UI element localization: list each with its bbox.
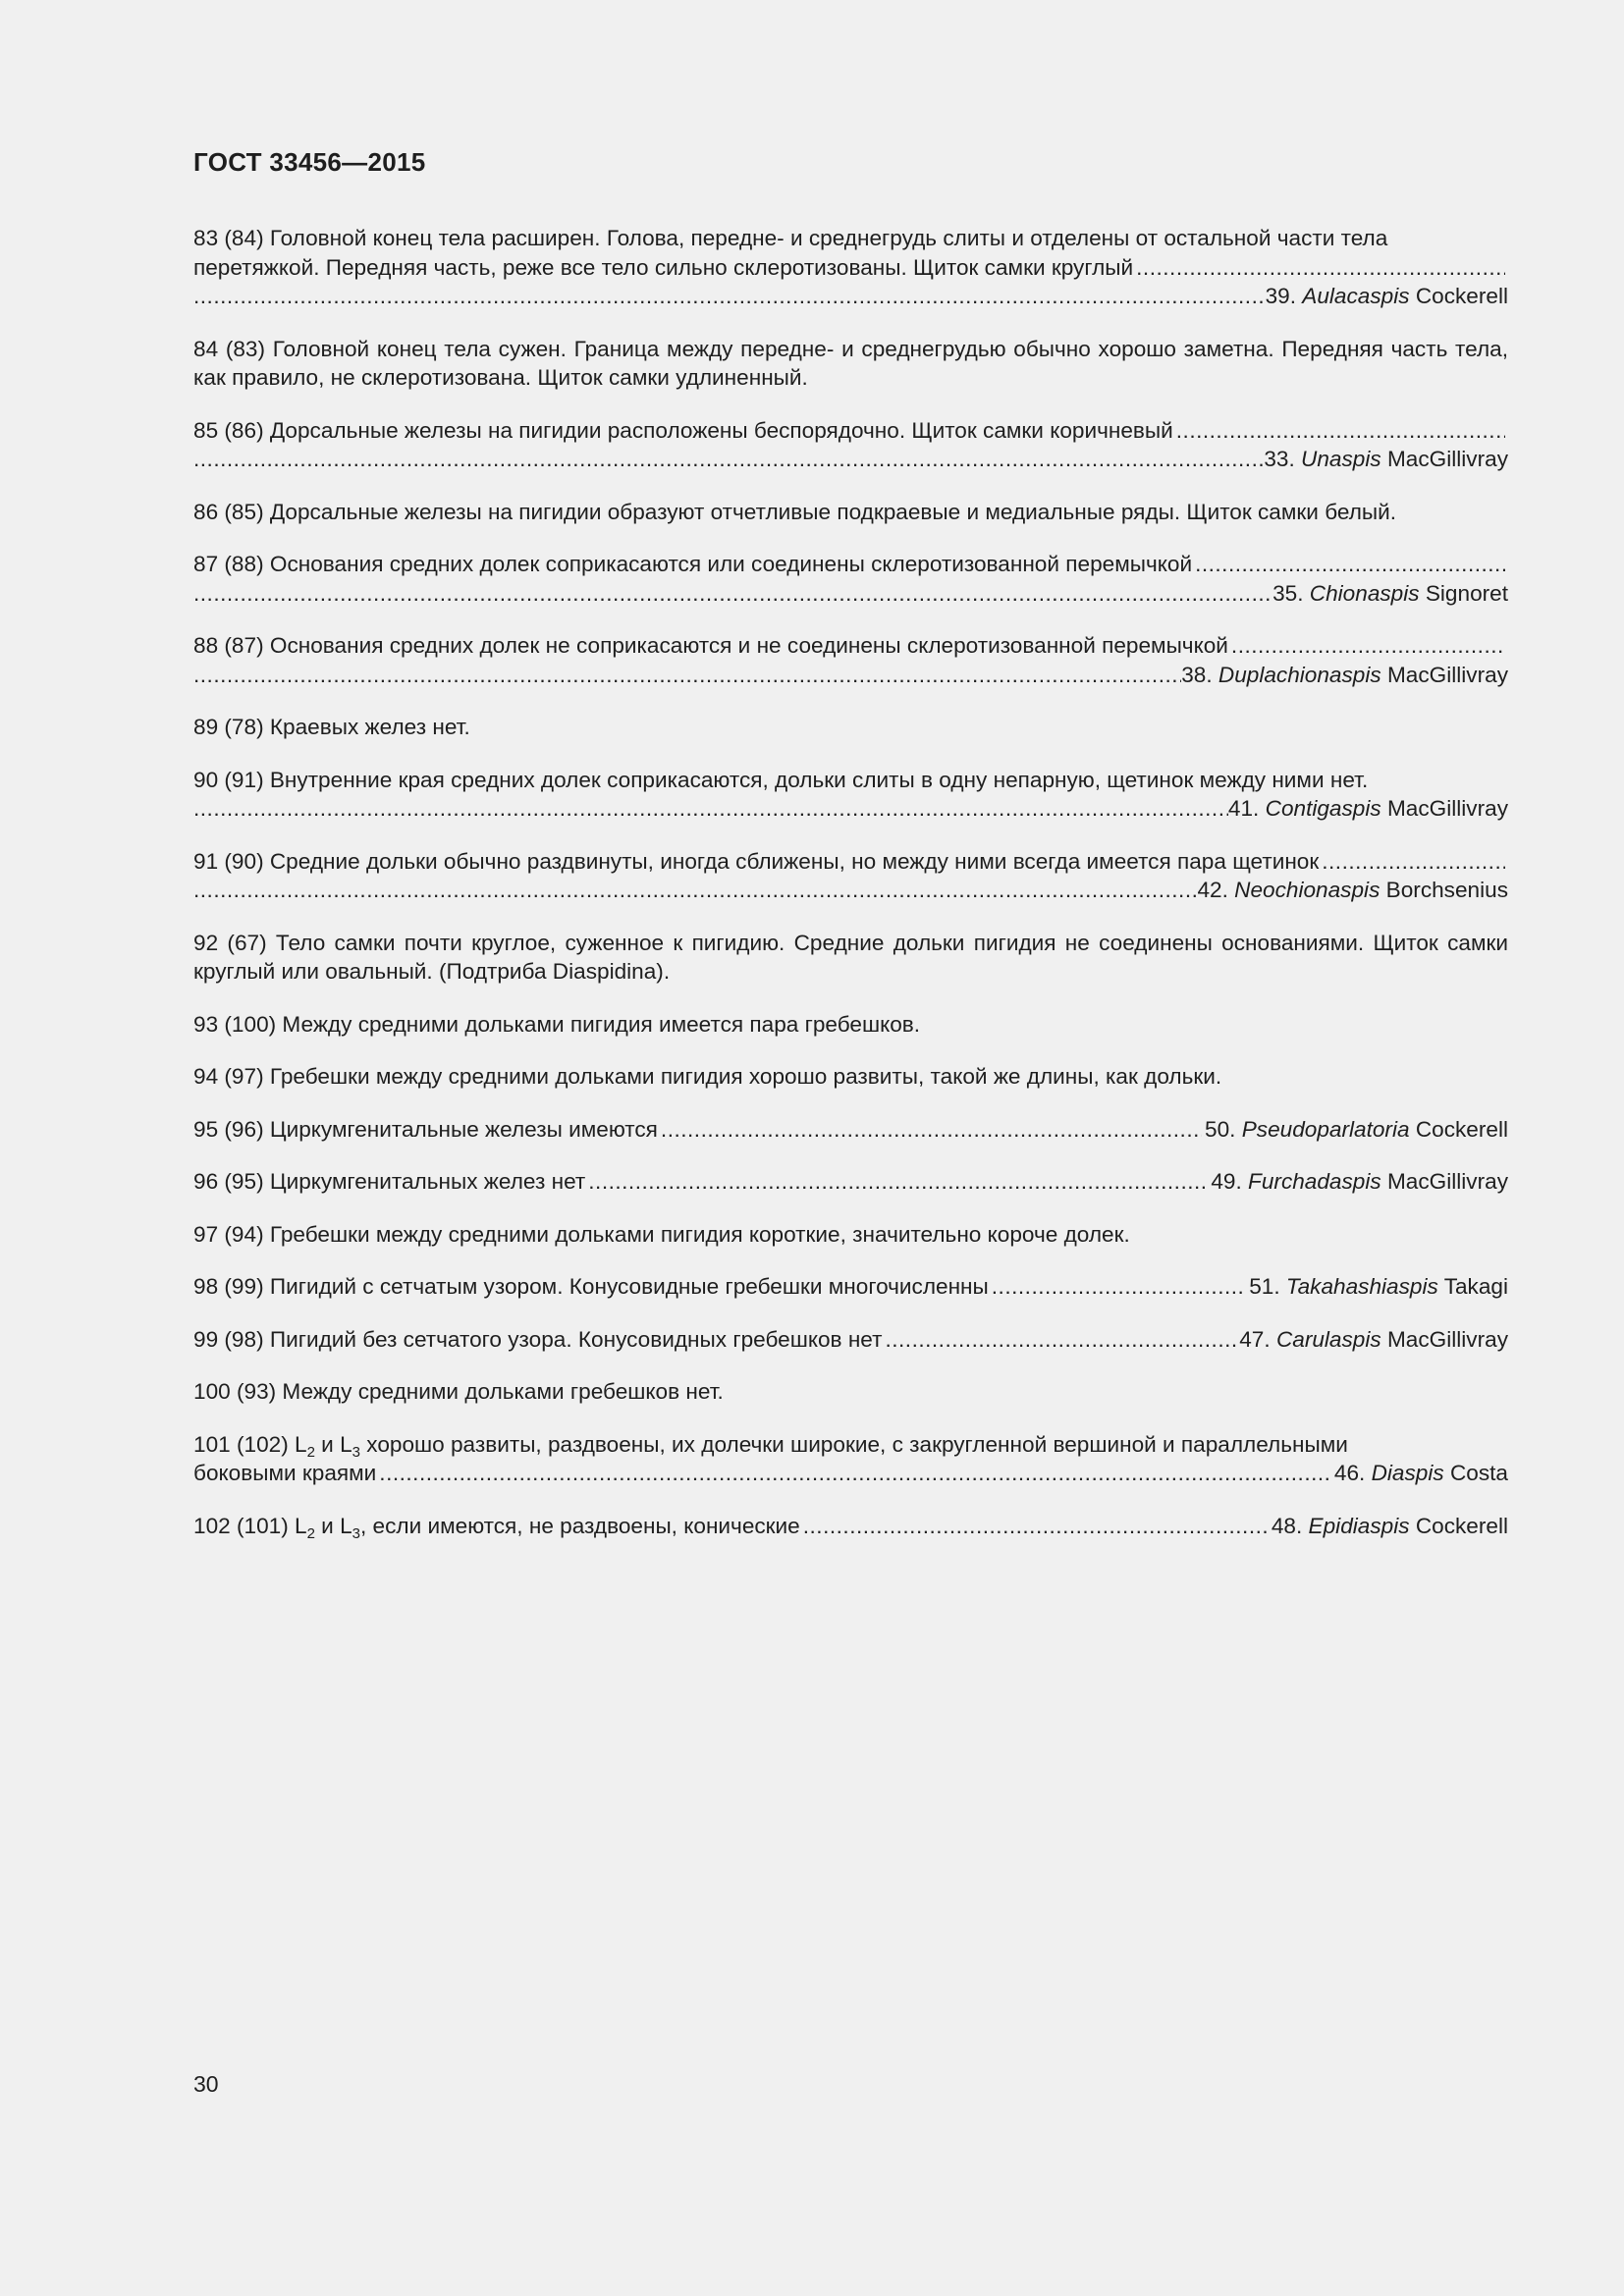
dot-leader bbox=[1231, 631, 1505, 661]
dot-leader bbox=[1176, 416, 1505, 446]
entry-result-line bbox=[193, 661, 1508, 690]
entry-result-line bbox=[193, 282, 1508, 311]
author-name: Costa bbox=[1449, 1461, 1508, 1485]
entry-result: 51. Takahashiaspis Takagi bbox=[1249, 1274, 1508, 1299]
author-name: MacGillivray bbox=[1386, 662, 1508, 687]
document-header: ГОСТ 33456—2015 bbox=[193, 147, 426, 177]
key-entry-101 bbox=[193, 1430, 1508, 1488]
key-entry-94 bbox=[193, 1062, 1508, 1092]
genus-name: Epidiaspis bbox=[1308, 1513, 1410, 1538]
entry-text: 86 (85) Дорсальные железы на пигидии образуют отчетливые подкраевые и медиальные ряды. Щиток самки белый. bbox=[193, 499, 1397, 524]
author-name: MacGillivray bbox=[1386, 1169, 1508, 1194]
dot-leader bbox=[1195, 550, 1505, 579]
entry-result: 41. Contigaspis MacGillivray bbox=[1227, 796, 1508, 821]
author-name: Cockerell bbox=[1415, 284, 1508, 308]
genus-name: Neochionaspis bbox=[1234, 878, 1380, 902]
entry-result: 48. Epidiaspis Cockerell bbox=[1271, 1513, 1508, 1538]
entry-result-line: боковыми краями ..... 46. Diaspis Costa bbox=[193, 1459, 1508, 1488]
entry-result: 33. Unaspis MacGillivray bbox=[1264, 447, 1508, 471]
entry-result: 35. Chionaspis Signoret bbox=[1272, 580, 1508, 606]
entry-text: 83 (84) Головной конец тела расширен. Голова, передне- и среднегрудь слиты и отделены от остальной части тела bbox=[193, 226, 1388, 250]
key-entry-100 bbox=[193, 1377, 1508, 1407]
author-name: MacGillivray bbox=[1386, 447, 1508, 471]
genus-name: Carulaspis bbox=[1275, 1326, 1381, 1352]
key-entry-88 bbox=[193, 631, 1508, 689]
key-entry-97 bbox=[193, 1220, 1508, 1250]
entry-result-line: 102 (101) $L_2$ и $L_3$, если имеются, не раздвоены, конические ..... 48. Epidiaspis Cockerell bbox=[193, 1512, 1508, 1541]
dot-leader bbox=[193, 445, 1264, 474]
author-name: Signoret bbox=[1425, 580, 1508, 606]
key-entry-87 bbox=[193, 550, 1508, 608]
entry-lead-line: 87 (88) Основания средних долек соприкасаются или соединены склеротизованной перемычкой ..... bbox=[193, 550, 1508, 579]
dot-leader bbox=[193, 794, 1228, 824]
identification-key bbox=[193, 224, 1508, 1564]
author-name: Cockerell bbox=[1415, 1116, 1508, 1142]
entry-lead-line: перетяжкой. Передняя часть, реже все тело сильно склеротизованы. Щиток самки круглый ..... bbox=[193, 253, 1508, 283]
genus-name: Aulacaspis bbox=[1302, 284, 1410, 308]
entry-result-line: 96 (95) Циркумгенитальных желез нет ..... 49. Furchadaspis MacGillivray bbox=[193, 1167, 1508, 1197]
page-number: 30 bbox=[193, 2071, 219, 2097]
dot-leader bbox=[661, 1115, 1202, 1145]
author-name: Cockerell bbox=[1415, 1513, 1508, 1538]
genus-name: Unaspis bbox=[1301, 447, 1381, 471]
entry-result-line: 98 (99) Пигидий с сетчатым узором. Конусовидные гребешки многочисленны ..... 51. Takahashiaspis Takagi bbox=[193, 1272, 1508, 1302]
genus-name: Duplachionaspis bbox=[1218, 662, 1381, 687]
key-entry-102 bbox=[193, 1512, 1508, 1541]
dot-leader bbox=[379, 1459, 1331, 1488]
dot-leader bbox=[803, 1512, 1269, 1541]
entry-result-line bbox=[193, 794, 1508, 824]
key-entry-99 bbox=[193, 1325, 1508, 1355]
genus-name: Takahashiaspis bbox=[1285, 1274, 1438, 1299]
key-entry-89 bbox=[193, 713, 1508, 742]
key-entry-91 bbox=[193, 847, 1508, 905]
entry-lead-line: 85 (86) Дорсальные железы на пигидии расположены беспорядочно. Щиток самки коричневый ..... bbox=[193, 416, 1508, 446]
key-entry-92 bbox=[193, 929, 1508, 987]
key-entry-98 bbox=[193, 1272, 1508, 1302]
entry-text: 92 (67) Тело самки почти круглое, суженное к пигидию. Средние дольки пигидия не соединены основаниями. Щиток самки круглый или овальный. (Подтриба Diaspidina). bbox=[193, 930, 1508, 984]
entry-text: 94 (97) Гребешки между средними дольками пигидия хорошо развиты, такой же длины, как дольки. bbox=[193, 1064, 1222, 1089]
entry-result-line: 95 (96) Циркумгенитальные железы имеются ..... 50. Pseudoparlatoria Cockerell bbox=[193, 1115, 1508, 1145]
genus-name: Chionaspis bbox=[1309, 580, 1420, 606]
entry-result: 47. Carulaspis MacGillivray bbox=[1239, 1326, 1508, 1352]
key-entry-90 bbox=[193, 766, 1508, 824]
entry-lead-line: 91 (90) Средние дольки обычно раздвинуты, иногда сближены, но между ними всегда имеется пара щетинок ..... bbox=[193, 847, 1508, 877]
dot-leader bbox=[193, 876, 1197, 905]
key-entry-86 bbox=[193, 498, 1508, 527]
entry-result: 42. Neochionaspis Borchsenius bbox=[1197, 878, 1508, 902]
entry-text: 100 (93) Между средними дольками гребешков нет. bbox=[193, 1379, 724, 1404]
author-name: Borchsenius bbox=[1385, 878, 1508, 902]
dot-leader bbox=[588, 1167, 1208, 1197]
dot-leader bbox=[193, 579, 1272, 609]
key-entry-93 bbox=[193, 1010, 1508, 1040]
entry-result-line: 99 (98) Пигидий без сетчатого узора. Конусовидных гребешков нет ..... 47. Carulaspis MacGillivray bbox=[193, 1325, 1508, 1355]
author-name: MacGillivray bbox=[1386, 796, 1508, 821]
author-name: Takagi bbox=[1443, 1274, 1508, 1299]
genus-name: Pseudoparlatoria bbox=[1241, 1116, 1410, 1142]
entry-result: 39. Aulacaspis Cockerell bbox=[1265, 284, 1508, 308]
dot-leader bbox=[193, 282, 1266, 311]
genus-name: Furchadaspis bbox=[1248, 1169, 1381, 1194]
entry-result-line bbox=[193, 445, 1508, 474]
entry-result: 50. Pseudoparlatoria Cockerell bbox=[1205, 1116, 1508, 1142]
entry-result-line bbox=[193, 876, 1508, 905]
dot-leader bbox=[1322, 847, 1505, 877]
entry-lead-line: 88 (87) Основания средних долек не соприкасаются и не соединены склеротизованной перемычкой ..... bbox=[193, 631, 1508, 661]
dot-leader bbox=[193, 661, 1181, 690]
key-entry-96 bbox=[193, 1167, 1508, 1197]
entry-text: 93 (100) Между средними дольками пигидия имеется пара гребешков. bbox=[193, 1011, 921, 1037]
key-entry-95 bbox=[193, 1115, 1508, 1145]
author-name: MacGillivray bbox=[1386, 1326, 1508, 1352]
key-entry-85 bbox=[193, 416, 1508, 474]
entry-text: 84 (83) Головной конец тела сужен. Граница между передне- и среднегрудью обычно хорошо заметна. Передняя часть тела, как правило, не склеротизована. Щиток самки удлиненный. bbox=[193, 336, 1508, 390]
dot-leader bbox=[885, 1325, 1236, 1355]
key-entry-84 bbox=[193, 335, 1508, 393]
genus-name: Diaspis bbox=[1371, 1461, 1444, 1485]
entry-lead-line: 90 (91) Внутренние края средних долек соприкасаются, дольки слиты в одну непарную, щетинок между ними нет. bbox=[193, 767, 1369, 792]
dot-leader bbox=[992, 1272, 1246, 1302]
entry-result: 49. Furchadaspis MacGillivray bbox=[1211, 1169, 1508, 1194]
entry-result: 46. Diaspis Costa bbox=[1333, 1461, 1508, 1485]
entry-result: 38. Duplachionaspis MacGillivray bbox=[1181, 662, 1508, 687]
entry-result-line bbox=[193, 579, 1508, 609]
entry-text: 89 (78) Краевых желез нет. bbox=[193, 715, 470, 739]
entry-text: 101 (102) $L_2$ и $L_3$ хорошо развиты, раздвоены, их долечки широкие, с закругленной вершиной и параллельными bbox=[193, 1431, 1348, 1461]
entry-text: 97 (94) Гребешки между средними дольками пигидия короткие, значительно короче долек. bbox=[193, 1221, 1130, 1247]
genus-name: Contigaspis bbox=[1265, 796, 1381, 821]
key-entry-83 bbox=[193, 224, 1508, 311]
dot-leader bbox=[1136, 253, 1505, 283]
